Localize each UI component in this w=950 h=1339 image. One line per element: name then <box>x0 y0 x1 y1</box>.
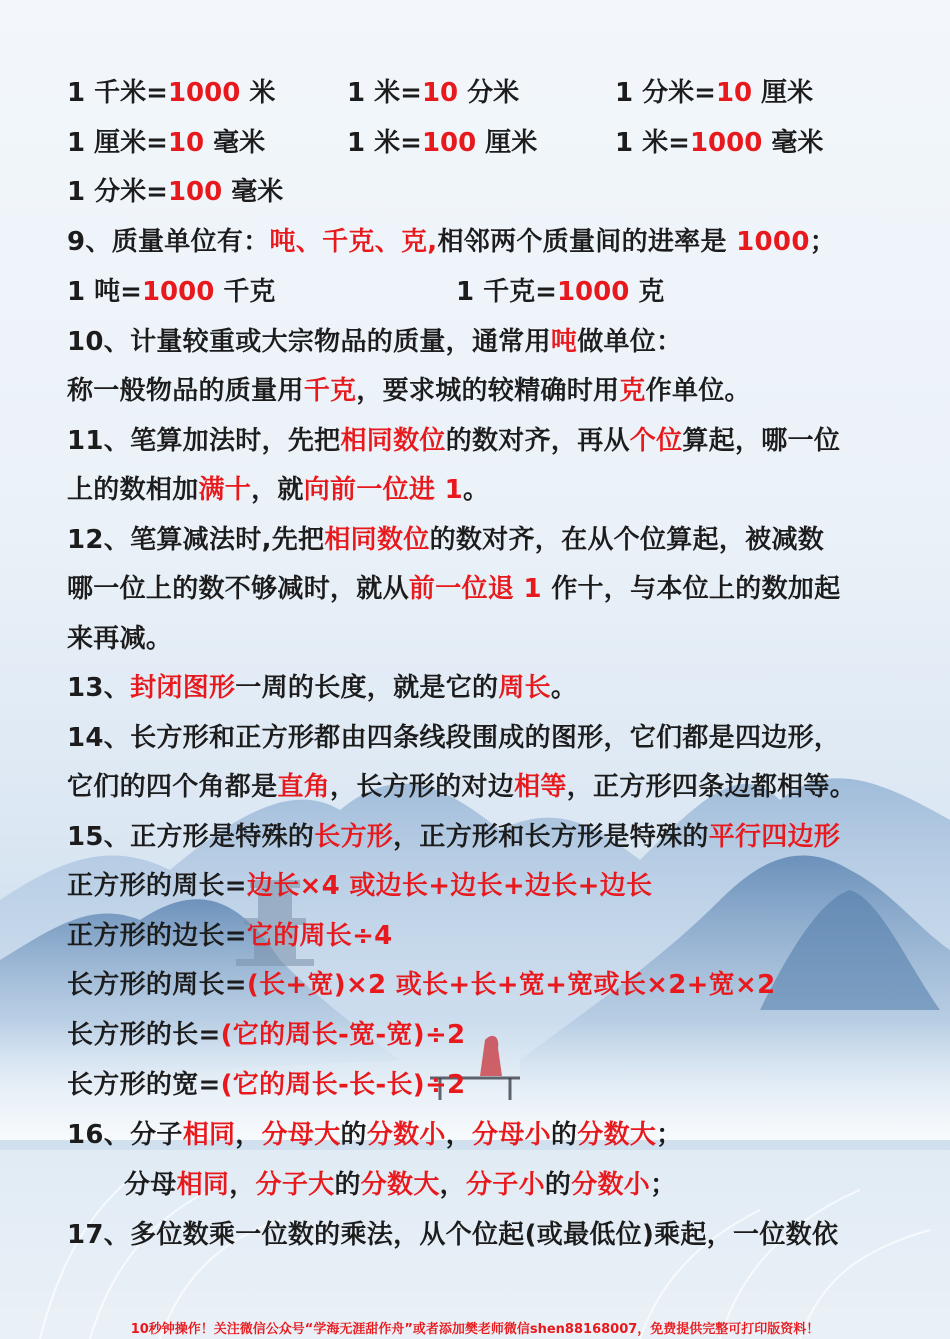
body-text: 的 <box>550 1120 578 1150</box>
text-line <box>67 671 577 705</box>
highlight-text: 1000 <box>736 227 810 257</box>
highlight-text: 分母小 <box>472 1120 551 1150</box>
text-line <box>67 820 840 854</box>
body-text: 长方形的宽= <box>67 1070 221 1100</box>
highlight-text: 边长×4 或边长+边长+边长+边长 <box>246 871 653 901</box>
highlight-text: 满十 <box>198 475 252 505</box>
body-text: 15、正方形是特殊的 <box>67 822 315 852</box>
unit-row-2-col-1: 1 厘米=10 毫米 <box>67 128 266 158</box>
highlight-text: 周长 <box>498 673 551 703</box>
body-text: 称一般物品的质量用 <box>67 376 304 406</box>
unit-row-2-col-3: 1 米=1000 毫米 <box>615 128 824 158</box>
text-line <box>67 622 172 656</box>
body-text: 正方形的边长= <box>67 921 247 951</box>
body-text: 正方形的周长= <box>67 871 247 901</box>
body-text: 相邻两个质量间的进率是 <box>437 227 737 257</box>
highlight-text: 分子大 <box>255 1170 335 1200</box>
text-line <box>67 1218 838 1252</box>
text-line <box>67 721 840 755</box>
body-text: 长方形的周长= <box>67 970 247 1000</box>
highlight-text: 相同 <box>176 1170 230 1200</box>
highlight-text: 相同 <box>182 1120 236 1150</box>
unit-row-3-col-1: 1 分米=100 毫米 <box>67 177 284 207</box>
text-line <box>67 473 489 507</box>
highlight-text: 分子小 <box>465 1170 545 1200</box>
text-line <box>67 572 841 606</box>
body-text: 作十，与本位上的数加起 <box>541 574 841 604</box>
highlight-text: (它的周长-长-长)÷2 <box>220 1070 466 1100</box>
highlight-text: 向前一位进 1 <box>303 475 463 505</box>
mass-unit-col-1: 1 吨=1000 千克 <box>67 277 276 307</box>
text-line <box>67 1118 682 1152</box>
body-text: 来再减。 <box>67 624 173 654</box>
body-text: 9、质量单位有： <box>67 227 270 257</box>
body-text: ， <box>235 1120 262 1150</box>
body-text: 算起，哪一位 <box>682 426 841 456</box>
text-line <box>67 919 393 953</box>
highlight-text: 前一位退 1 <box>408 574 542 604</box>
body-text: ，要求城的较精确时用 <box>356 376 620 406</box>
body-text: 。 <box>550 673 578 703</box>
body-text: 13、 <box>67 673 131 703</box>
highlight-text: 封闭图形 <box>130 673 236 703</box>
text-line <box>67 225 836 259</box>
highlight-text: 吨、千克、克, <box>269 227 438 257</box>
highlight-text: 分数大 <box>577 1120 657 1150</box>
body-text: 17、多位数乘一位数的乘法，从个位起(或最低位)乘起，一位数依 <box>67 1220 839 1250</box>
body-text: 一周的长度，就是它的 <box>235 673 499 703</box>
highlight-text: 它的周长÷4 <box>246 921 393 951</box>
highlight-text: 千克 <box>303 376 357 406</box>
body-text: 16、分子 <box>67 1120 183 1150</box>
body-text: 11、笔算加法时，先把 <box>67 426 341 456</box>
body-text: ； <box>809 227 837 257</box>
highlight-text: 分数大 <box>360 1170 440 1200</box>
body-text: ，长方形的对边 <box>330 772 515 802</box>
highlight-text: 相同数位 <box>324 525 430 555</box>
highlight-text: 相同数位 <box>340 426 446 456</box>
body-text: 的 <box>334 1170 361 1200</box>
body-text: ，正方形四条边都相等。 <box>566 772 857 802</box>
body-text: ， <box>229 1170 256 1200</box>
body-text: ，正方形和长方形是特殊的 <box>393 822 709 852</box>
text-line <box>67 869 652 903</box>
highlight-text: 吨 <box>550 327 578 357</box>
highlight-text: 分母大 <box>261 1120 341 1150</box>
footer-notice: 10秒钟操作！关注微信公众号“学海无涯甜作舟”或者添加樊老师微信shen88168007，免费提供完整可打印版资料！ <box>130 1322 820 1337</box>
unit-row-1-col-1: 1 千米=1000 米 <box>67 78 276 108</box>
body-text: 的数对齐，再从 <box>445 426 630 456</box>
body-text: 长方形的长= <box>67 1020 221 1050</box>
body-text: ，就 <box>251 475 304 505</box>
body-text: ； <box>650 1170 677 1200</box>
highlight-text: 克 <box>619 376 646 406</box>
body-text: 12、笔算减法时,先把 <box>67 525 325 555</box>
text-line <box>67 968 775 1002</box>
body-text: ； <box>656 1120 683 1150</box>
text-line <box>67 1018 465 1052</box>
text-line <box>67 523 824 557</box>
highlight-text: (长+宽)×2 或长+长+宽+宽或长×2+宽×2 <box>246 970 776 1000</box>
body-text: 哪一位上的数不够减时，就从 <box>67 574 409 604</box>
body-text: 作单位。 <box>645 376 751 406</box>
highlight-text: 平行四边形 <box>708 822 841 852</box>
highlight-text: 长方形 <box>314 822 394 852</box>
unit-row-1-col-3: 1 分米=10 厘米 <box>615 78 814 108</box>
highlight-text: 相等 <box>514 772 567 802</box>
highlight-text: 分数小 <box>571 1170 651 1200</box>
body-text: 的 <box>340 1120 367 1150</box>
unit-row-2-col-2: 1 米=100 厘米 <box>347 128 538 158</box>
highlight-text: 分数小 <box>366 1120 446 1150</box>
body-text: 10、计量较重或大宗物品的质量，通常用 <box>67 327 551 357</box>
body-text: ， <box>445 1120 473 1150</box>
body-text: 的 <box>544 1170 572 1200</box>
body-text: 的数对齐，在从个位算起，被减数 <box>429 525 825 555</box>
highlight-text: (它的周长-宽-宽)÷2 <box>220 1020 466 1050</box>
body-text: ， <box>439 1170 466 1200</box>
body-text: 分母 <box>124 1170 177 1200</box>
body-text: 14、长方形和正方形都由四条线段围成的图形，它们都是四边形， <box>67 723 841 753</box>
text-line <box>124 1168 676 1202</box>
mass-unit-col-2: 1 千克=1000 克 <box>456 277 665 307</box>
highlight-text: 个位 <box>629 426 683 456</box>
body-text: 上的数相加 <box>67 475 199 505</box>
body-text: 它们的四个角都是 <box>67 772 278 802</box>
text-line <box>67 374 751 408</box>
unit-row-1-col-2: 1 米=10 分米 <box>347 78 520 108</box>
body-text: 。 <box>462 475 490 505</box>
text-line <box>67 770 856 804</box>
text-line <box>67 1068 465 1102</box>
highlight-text: 直角 <box>277 772 331 802</box>
text-line <box>67 325 682 359</box>
body-text: 做单位： <box>577 327 683 357</box>
text-line <box>67 424 840 458</box>
